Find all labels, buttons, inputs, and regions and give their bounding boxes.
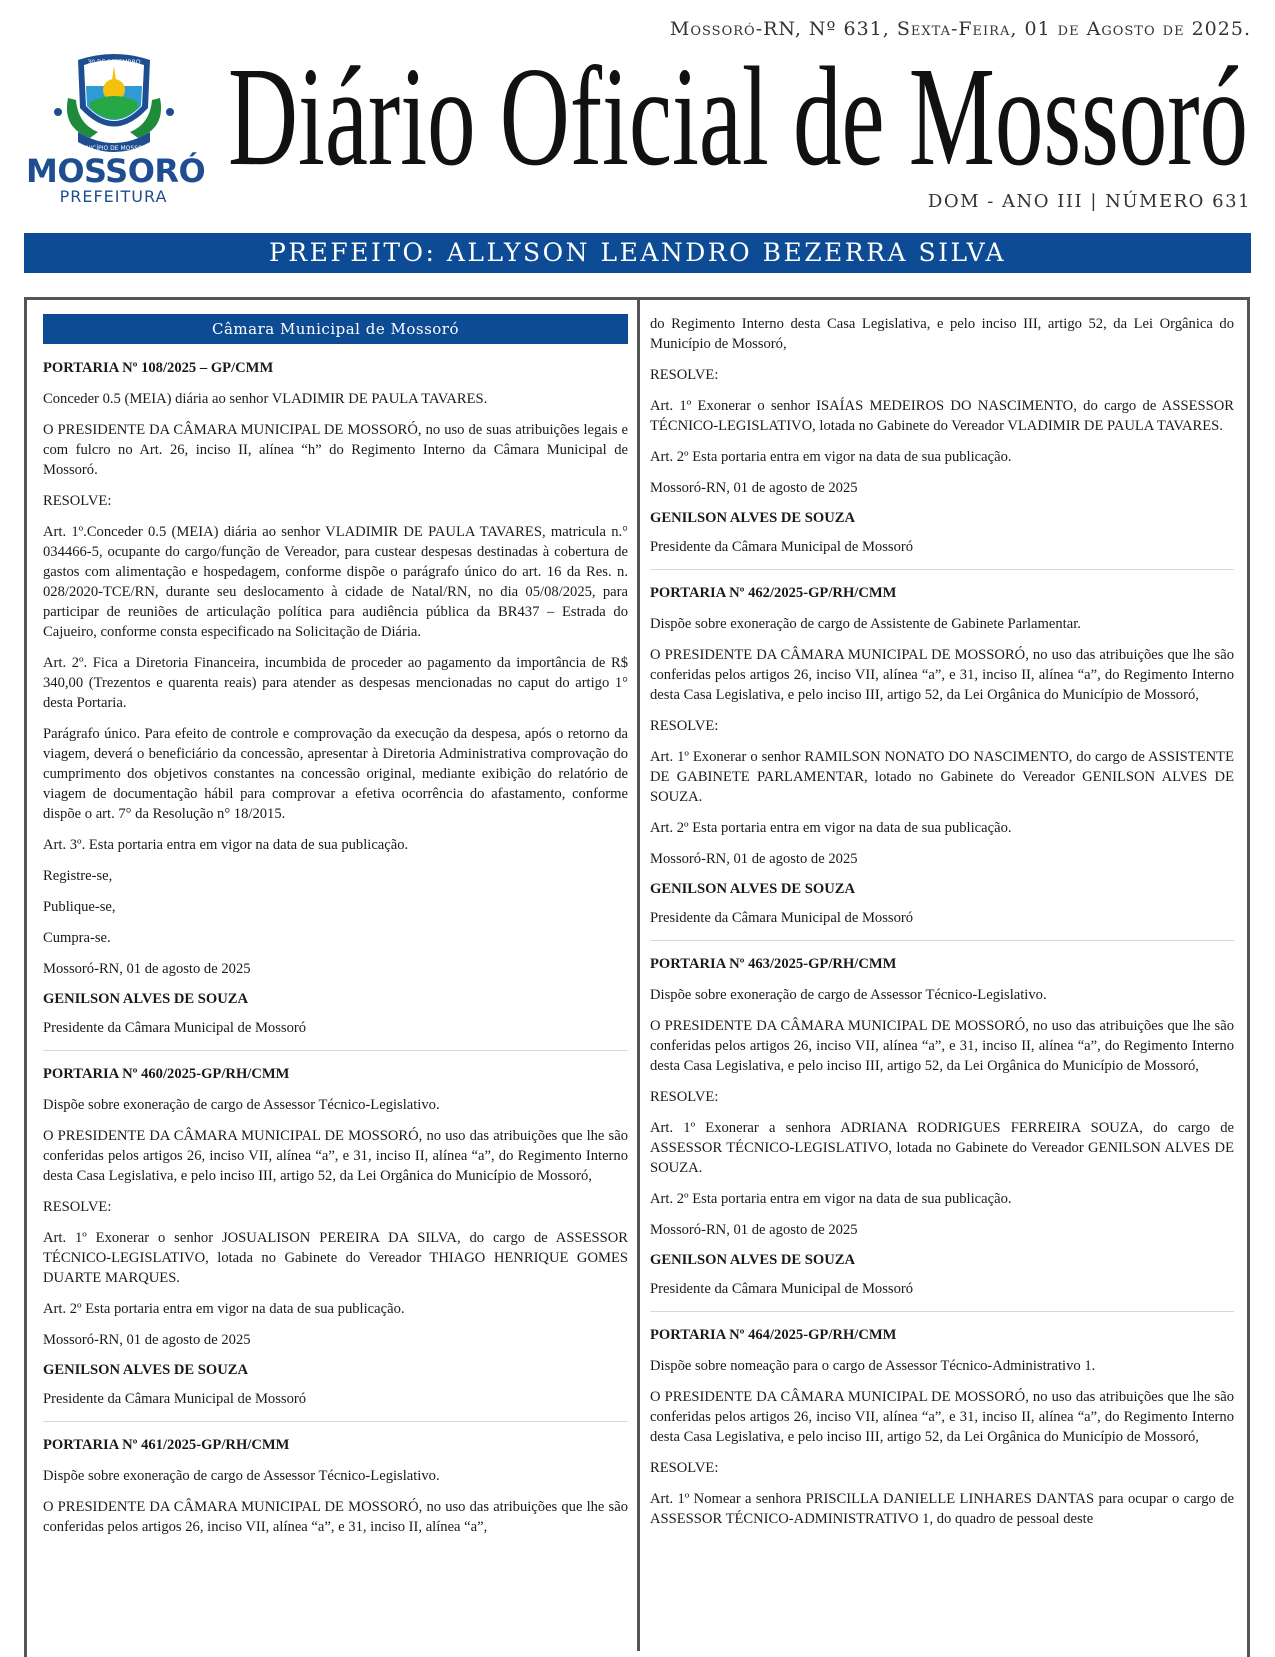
portaria-460-preamble: O PRESIDENTE DA CÂMARA MUNICIPAL DE MOSSORÓ, no uso das atribuições que lhe são conferidas pelos artigos 26, inciso VII, alínea “a”, e 31, inciso II, alínea “a”, do Regimento Interno desta Casa Legislativa, e pelo inciso III, artigo 52, da Lei Orgânica do Município de Mossoró, xyxy=(43,1128,628,1184)
portaria-462-resolve: RESOLVE: xyxy=(650,718,719,734)
portaria-108-title: PORTARIA Nº 108/2025 – GP/CMM xyxy=(43,360,274,376)
right-column xyxy=(650,314,1234,1540)
portaria-108-art1: Art. 1º.Conceder 0.5 (MEIA) diária ao senhor VLADIMIR DE PAULA TAVARES, matricula n.° 034466-5, ocupante do cargo/função de Vereador, para custear despesas destinadas à cobertura de gastos com alimentação e hospedagem, conforme dispõe o parágrafo único do art. 16 da Res. n. 028/2020-TCE/RN, durante seu deslocamento à cidade de Natal/RN, no dia 05/08/2025, para participar de reuniões de articulação política para audiência pública da BR437 – Estrada do Cajueiro, conforme consta especificado na Solicitação de Diária. xyxy=(43,524,628,640)
portaria-460-art1: Art. 1º Exonerar o senhor JOSUALISON PEREIRA DA SILVA, do cargo de ASSESSOR TÉCNICO-LEGISLATIVO, lotada no Gabinete do Vereador THIAGO HENRIQUE GOMES DUARTE MARQUES. xyxy=(43,1230,628,1286)
signature-role: Presidente da Câmara Municipal de Mossoró xyxy=(43,1020,307,1036)
portaria-464-title: PORTARIA Nº 464/2025-GP/RH/CMM xyxy=(650,1327,897,1343)
portaria-464-summary: Dispõe sobre nomeação para o cargo de Assessor Técnico-Administrativo 1. xyxy=(650,1358,1096,1374)
portaria-460-art2: Art. 2º Esta portaria entra em vigor na data de sua publicação. xyxy=(43,1301,405,1317)
newspaper-masthead xyxy=(228,32,1253,192)
mayor-banner: PREFEITO: ALLYSON LEANDRO BEZERRA SILVA xyxy=(24,233,1251,273)
portaria-462-preamble: O PRESIDENTE DA CÂMARA MUNICIPAL DE MOSSORÓ, no uso das atribuições que lhe são conferidas pelos artigos 26, inciso VII, alínea “a”, e 31, inciso II, alínea “a”, do Regimento Interno desta Casa Legislativa, e pelo inciso III, artigo 52, da Lei Orgânica do Município de Mossoró, xyxy=(650,647,1234,703)
separator xyxy=(43,1421,628,1422)
portaria-463-resolve: RESOLVE: xyxy=(650,1089,719,1105)
signature-role: Presidente da Câmara Municipal de Mossoró xyxy=(650,910,914,926)
portaria-464-preamble: O PRESIDENTE DA CÂMARA MUNICIPAL DE MOSSORÓ, no uso das atribuições que lhe são conferidas pelos artigos 26, inciso VII, alínea “a”, e 31, inciso II, alínea “a”, do Regimento Interno desta Casa Legislativa, e pelo inciso III, artigo 52, da Lei Orgânica do Município de Mossoró, xyxy=(650,1389,1234,1445)
logo-city-name: MOSSORÓ xyxy=(26,152,206,190)
portaria-108-publique: Publique-se, xyxy=(43,899,116,915)
portaria-463-art1: Art. 1º Exonerar a senhora ADRIANA RODRIGUES FERREIRA SOUZA, do cargo de ASSESSOR TÉCNICO-LEGISLATIVO, lotada no Gabinete do Vereador GENILSON ALVES DE SOUZA. xyxy=(650,1120,1234,1176)
portaria-464-resolve: RESOLVE: xyxy=(650,1460,719,1476)
separator xyxy=(650,569,1234,570)
masthead-title: Diário Oficial de Mossoró xyxy=(228,37,1248,192)
portaria-464-art1: Art. 1º Nomear a senhora PRISCILLA DANIELLE LINHARES DANTAS para ocupar o cargo de ASSESSOR TÉCNICO-ADMINISTRATIVO 1, do quadro de pessoal deste xyxy=(650,1491,1234,1527)
portaria-461-preamble-part1: O PRESIDENTE DA CÂMARA MUNICIPAL DE MOSSORÓ, no uso das atribuições que lhe são conferidas pelos artigos 26, inciso VII, alínea “a”, e 31, inciso II, alínea “a”, xyxy=(43,1499,628,1535)
signature-name: GENILSON ALVES DE SOUZA xyxy=(43,991,249,1007)
shield-ring-text: MUNICÍPIO DE MOSSORÓ xyxy=(76,145,152,152)
portaria-461-resolve: RESOLVE: xyxy=(650,367,719,383)
portaria-462-title: PORTARIA Nº 462/2025-GP/RH/CMM xyxy=(650,585,897,601)
portaria-463-title: PORTARIA Nº 463/2025-GP/RH/CMM xyxy=(650,956,897,972)
shield-top-text: 30 DE SETEMBRO xyxy=(87,59,141,66)
portaria-463-art2: Art. 2º Esta portaria entra em vigor na data de sua publicação. xyxy=(650,1191,1012,1207)
portaria-461-title: PORTARIA Nº 461/2025-GP/RH/CMM xyxy=(43,1437,290,1453)
portaria-462-art2: Art. 2º Esta portaria entra em vigor na data de sua publicação. xyxy=(650,820,1012,836)
signature-name: GENILSON ALVES DE SOUZA xyxy=(43,1362,249,1378)
portaria-461-art1: Art. 1º Exonerar o senhor ISAÍAS MEDEIROS DO NASCIMENTO, do cargo de ASSESSOR TÉCNICO-LEGISLATIVO, lotada no Gabinete do Vereador VLADIMIR DE PAULA TAVARES. xyxy=(650,398,1234,434)
signature-place-date: Mossoró-RN, 01 de agosto de 2025 xyxy=(650,480,858,496)
signature-place-date: Mossoró-RN, 01 de agosto de 2025 xyxy=(43,961,251,977)
signature-role: Presidente da Câmara Municipal de Mossoró xyxy=(650,539,914,555)
column-divider xyxy=(637,300,640,1651)
signature-role: Presidente da Câmara Municipal de Mossoró xyxy=(43,1391,307,1407)
signature-name: GENILSON ALVES DE SOUZA xyxy=(650,881,856,897)
portaria-461-summary: Dispõe sobre exoneração de cargo de Assessor Técnico-Legislativo. xyxy=(43,1468,440,1484)
separator xyxy=(650,940,1234,941)
portaria-108-paragrafo: Parágrafo único. Para efeito de controle e comprovação da execução da despesa, após o retorno da viagem, deverá o beneficiário da concessão, apresentar à Diretoria Administrativa comprovação do cumprimento dos objetivos constantes na concessão original, mediante exibição do relatório de viagem de documentação hábil para comprovar a efetiva ocorrência do afastamento, conforme dispõe o art. 7° da Resolução n° 18/2015. xyxy=(43,726,628,822)
signature-place-date: Mossoró-RN, 01 de agosto de 2025 xyxy=(650,1222,858,1238)
portaria-108-cumpra: Cumpra-se. xyxy=(43,930,111,946)
section-header: Câmara Municipal de Mossoró xyxy=(43,314,628,344)
portaria-460-title: PORTARIA Nº 460/2025-GP/RH/CMM xyxy=(43,1066,290,1082)
portaria-108-summary: Conceder 0.5 (MEIA) diária ao senhor VLADIMIR DE PAULA TAVARES. xyxy=(43,391,488,407)
portaria-108-preamble: O PRESIDENTE DA CÂMARA MUNICIPAL DE MOSSORÓ, no uso de suas atribuições legais e com fulcro no Art. 26, inciso II, alínea “h” do Regimento Interno da Câmara Municipal de Mossoró. xyxy=(43,422,628,478)
portaria-461-art2: Art. 2º Esta portaria entra em vigor na data de sua publicação. xyxy=(650,449,1012,465)
portaria-461-preamble-part2: do Regimento Interno desta Casa Legislativa, e pelo inciso III, artigo 52, da Lei Orgânica do Município de Mossoró, xyxy=(650,316,1234,352)
portaria-463-summary: Dispõe sobre exoneração de cargo de Assessor Técnico-Legislativo. xyxy=(650,987,1047,1003)
portaria-108-art3: Art. 3º. Esta portaria entra em vigor na data de sua publicação. xyxy=(43,837,409,853)
separator xyxy=(43,1050,628,1051)
portaria-462-summary: Dispõe sobre exoneração de cargo de Assistente de Gabinete Parlamentar. xyxy=(650,616,1081,632)
portaria-463-preamble: O PRESIDENTE DA CÂMARA MUNICIPAL DE MOSSORÓ, no uso das atribuições que lhe são conferidas pelos artigos 26, inciso VII, alínea “a”, e 31, inciso II, alínea “a”, do Regimento Interno desta Casa Legislativa, e pelo inciso III, artigo 52, da Lei Orgânica do Município de Mossoró, xyxy=(650,1018,1234,1074)
left-column xyxy=(43,314,628,1548)
portaria-108-art2: Art. 2º. Fica a Diretoria Financeira, incumbida de proceder ao pagamento da importância de R$ 340,00 (Trezentos e quarenta reais) para atender as despesas mencionadas no caput do artigo 1° desta Portaria. xyxy=(43,655,628,711)
portaria-460-resolve: RESOLVE: xyxy=(43,1199,112,1215)
signature-name: GENILSON ALVES DE SOUZA xyxy=(650,510,856,526)
signature-place-date: Mossoró-RN, 01 de agosto de 2025 xyxy=(650,851,858,867)
edition-number: DOM - ANO III | NÚMERO 631 xyxy=(927,191,1251,212)
signature-role: Presidente da Câmara Municipal de Mossoró xyxy=(650,1281,914,1297)
portaria-108-resolve: RESOLVE: xyxy=(43,493,112,509)
separator xyxy=(650,1311,1234,1312)
issue-date-line: Mossoró-RN, Nº 631, Sexta-Feira, 01 de Agosto de 2025. xyxy=(669,18,1251,40)
portaria-462-art1: Art. 1º Exonerar o senhor RAMILSON NONATO DO NASCIMENTO, do cargo de ASSISTENTE DE GABINETE PARLAMENTAR, lotado no Gabinete do Vereador GENILSON ALVES DE SOUZA. xyxy=(650,749,1234,805)
signature-name: GENILSON ALVES DE SOUZA xyxy=(650,1252,856,1268)
signature-place-date: Mossoró-RN, 01 de agosto de 2025 xyxy=(43,1332,251,1348)
portaria-460-summary: Dispõe sobre exoneração de cargo de Assessor Técnico-Legislativo. xyxy=(43,1097,440,1113)
logo-subtitle: PREFEITURA xyxy=(59,187,168,206)
portaria-108-registre: Registre-se, xyxy=(43,868,113,884)
